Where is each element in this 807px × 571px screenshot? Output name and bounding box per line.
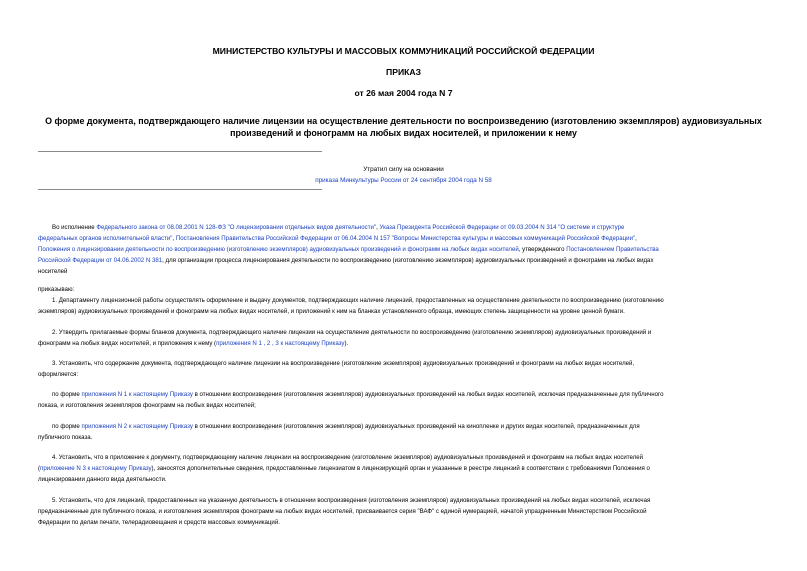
paragraph-3-line-2: оформляется: xyxy=(38,371,79,378)
paragraph-5-line-2: предназначенные для публичного показа, и изготовления экземпляров фонограмм на любых видах носителей, присваивается серия "ВАФ" с единой нумерацией, начатой упраздненным Министерством Российской xyxy=(38,508,647,515)
preamble-link-4-0[interactable]: Российской Федерации от 04.06.2002 N 381 xyxy=(38,257,163,264)
paragraph-3a-line-1 xyxy=(38,389,782,400)
paragraph-3b-line-2: публичного показа. xyxy=(38,434,93,441)
preamble-link-2-0[interactable]: федеральных органов исполнительной власти" xyxy=(38,235,173,242)
ministry-header: МИНИСТЕРСТВО КУЛЬТУРЫ И МАССОВЫХ КОММУНИКАЦИЙ РОССИЙСКОЙ ФЕДЕРАЦИИ xyxy=(212,46,595,56)
divider-top xyxy=(38,151,322,152)
document-date: от 26 мая 2004 года N 7 xyxy=(354,88,453,98)
paragraph-3b-prefix: по форме xyxy=(52,423,82,430)
paragraph-5-line-1: 5. Установить, что для лицензий, предоставленных на указанную деятельность в отношении воспроизведения (изготовления экземпляров) аудиовизуальных произведений на любых видах носителей, исключая xyxy=(52,497,651,504)
paragraph-4-line-3: лицензировании данного вида деятельности. xyxy=(38,476,167,483)
paragraph-2-text-end: ). xyxy=(344,340,349,347)
document-type: ПРИКАЗ xyxy=(386,67,421,77)
preamble-line-4 xyxy=(38,255,768,266)
paragraph-3a-prefix: по форме xyxy=(52,391,82,398)
preamble-line-1 xyxy=(38,222,782,233)
paragraph-3-line-1: 3. Установить, что содержание документа, подтверждающего наличие лицензии на воспроизведение (изготовление экземпляров) аудиовизуальных произведений и фонограмм на любых видах носителей, xyxy=(52,360,635,367)
paragraph-4-line-2 xyxy=(38,463,768,474)
paragraph-4-line-1: 4. Установить, что в приложение к документу, подтверждающему наличие лицензии на воспроизведение (изготовление экземпляров) аудиовизуальных произведений и фонограмм на любых видах носителей xyxy=(52,454,644,461)
preamble-link-3-0[interactable]: Положения о лицензировании деятельности по воспроизведению (изготовлению экземпляров) аудиовизуальных произведений и фонограмм на любых видах носителей xyxy=(38,246,519,253)
preamble-line-5: носителей xyxy=(38,268,68,275)
paragraph-3b-line-1 xyxy=(38,421,782,432)
preamble-text-2-3: , xyxy=(635,235,637,242)
status-note: Утратил силу на основании xyxy=(363,166,444,173)
paragraph-3a-text: в отношении воспроизведения (изготовления экземпляров) аудиовизуальных произведений на любых видах носителей, исключая предназначенные для публичного xyxy=(192,391,664,398)
repeal-order-link[interactable]: приказа Минкультуры России от 24 сентября 2004 года N 58 xyxy=(315,177,492,184)
paragraph-1-line-2: экземпляров) аудиовизуальных произведений и фонограмм на любых видах носителей, и приложений к ним на бланках установленного образца, имеющих степень защищенности на уровне ценной бумаги. xyxy=(38,308,625,315)
paragraph-4-text: ), заносятся дополнительные сведения, предоставленные лицензиатом в лицензирующий орган и указанные в реестре лицензий в соответствии с требованиями Положения о xyxy=(151,465,650,472)
paragraph-5-line-3: Федерации по делам печати, телерадиовещания и средств массовых коммуникаций. xyxy=(38,519,280,526)
paragraph-2-line-1: 2. Утвердить прилагаемые формы бланков документа, подтверждающего наличие лицензии на осуществление деятельности по воспроизведению (изготовлению экземпляров) аудиовизуальных произведений и xyxy=(52,329,652,336)
preamble-text-2-1: , xyxy=(172,235,176,242)
order-word: приказываю: xyxy=(38,286,75,293)
preamble-line-2 xyxy=(38,233,768,244)
appendix-2-link[interactable]: приложения N 2 к настоящему Приказу xyxy=(81,423,193,430)
preamble-text-4-1: , для организации процесса лицензирования деятельности по воспроизведению (изготовлению экземпляров) аудиовизуальных произведений и фонограмм на любых видах xyxy=(162,257,654,264)
paragraph-1-line-1: 1. Департаменту лицензионной работы осуществлять оформление и выдачу документов, подтверждающих наличие лицензий, предоставленных на осуществление деятельности по воспроизведению (изготовлению xyxy=(52,297,664,304)
preamble-text-3-1: , утвержденного xyxy=(518,246,567,253)
preamble-text-1-0: Во исполнение xyxy=(52,224,97,231)
appendix-1-2-3-link[interactable]: приложения N 1 , 2 , 3 к настоящему Приказу xyxy=(216,340,345,347)
preamble-text-1-2: , xyxy=(376,224,380,231)
paragraph-3a-line-2: показа, и изготовления экземпляров фонограмм на любых видах носителей; xyxy=(38,402,256,409)
paragraph-3b-text: в отношении воспроизведения (изготовления экземпляров) аудиовизуальных произведений на кинопленке и других видах носителей, предназначенных для xyxy=(192,423,640,430)
appendix-3-link[interactable]: приложение N 3 к настоящему Приказу xyxy=(40,465,152,472)
document-title-line-1: О форме документа, подтверждающего наличие лицензии на осуществление деятельности по воспроизведению (изготовлению экземпляров) аудиовизуальных xyxy=(45,116,762,126)
preamble-link-1-3[interactable]: Указа Президента Российской Федерации от 09.03.2004 N 314 "О системе и структуре xyxy=(379,224,625,231)
preamble-link-1-1[interactable]: Федерального закона от 08.08.2001 N 128-ФЗ "О лицензировании отдельных видов деятельности" xyxy=(96,224,377,231)
document-title-line-2: произведений и фонограмм на любых видах носителей, и приложении к нему xyxy=(230,128,577,138)
preamble-line-3 xyxy=(38,244,768,255)
paragraph-2-line-2 xyxy=(38,338,768,349)
appendix-1-link[interactable]: приложения N 1 к настоящему Приказу xyxy=(81,391,193,398)
preamble-link-2-2[interactable]: Постановления Правительства Российской Федерации от 06.04.2004 N 157 "Вопросы Министерства культуры и массовых коммуникаций Российской Федерации" xyxy=(175,235,636,242)
divider-bottom xyxy=(38,189,322,190)
paragraph-2-text: фонограмм на любых видах носителей, и приложения к нему ( xyxy=(38,340,217,347)
preamble-link-3-2[interactable]: Постановлением Правительства xyxy=(566,246,659,253)
paragraph-4-prefix: ( xyxy=(38,465,41,472)
